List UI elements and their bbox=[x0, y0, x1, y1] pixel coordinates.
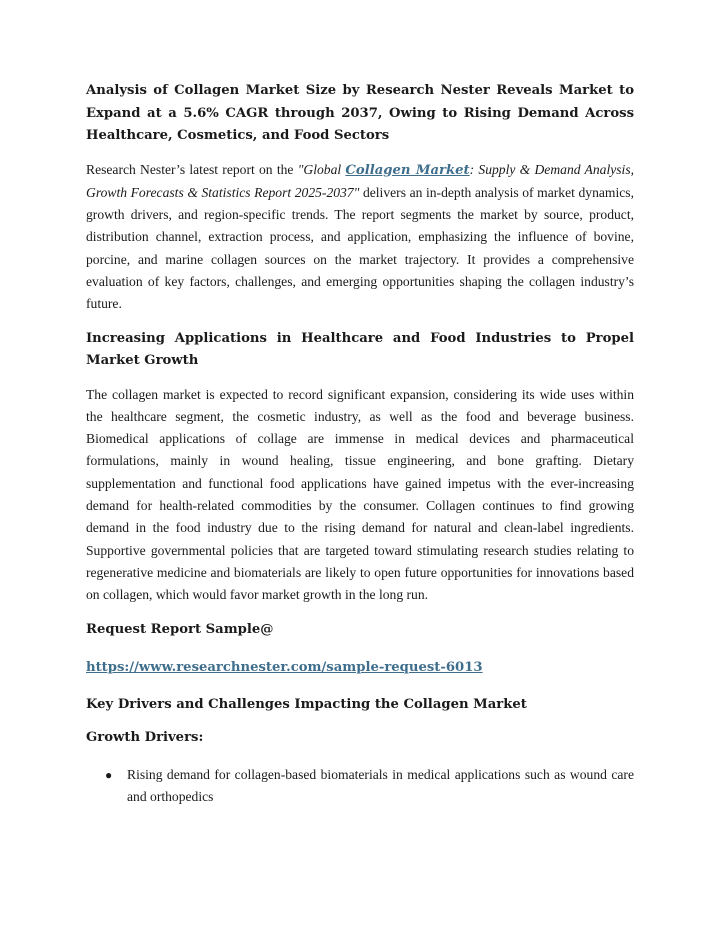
intro-paragraph bbox=[86, 159, 634, 316]
list-item bbox=[86, 764, 634, 809]
section-heading-drivers: Key Drivers and Challenges Impacting the Collagen Market bbox=[86, 696, 527, 712]
sample-request-link[interactable]: https://www.researchnester.com/sample-request-6013 bbox=[86, 659, 483, 675]
report-title-rest: : Supply & Demand Analysis, Growth Forecasts & Statistics Report 2025-2037" bbox=[86, 161, 635, 200]
report-title-open: "Global bbox=[297, 161, 346, 177]
request-sample-label: Request Report Sample@ bbox=[86, 621, 274, 637]
growth-drivers-list bbox=[86, 764, 634, 809]
list-item-text: Rising demand for collagen-based biomaterials in medical applications such as wound care and orthopedics bbox=[127, 767, 634, 805]
applications-paragraph: The collagen market is expected to record significant expansion, considering its wide uses within the healthcare segment, the cosmetic industry, as well as the food and beverage business. Biomedical applications of collage are immense in medical devices and pharmaceutical formulations, mainly in wound healing, tissue engineering, and bone grafting. Dietary supplementation and functional food applications have gained impetus with the ever-increasing demand for health-related commodities by the consumer. Collagen continues to find growing demand in the food industry due to the rising demand for natural and clean-label ingredients. Supportive governmental policies that are targeted toward stimulating research studies relating to regenerative medicine and biomaterials are likely to open future opportunities for innovations based on collagen, which would favor market growth in the long run. bbox=[86, 386, 634, 603]
bullet-icon: ● bbox=[105, 768, 113, 783]
intro-tail: delivers an in-depth analysis of market dynamics, growth drivers, and region-specific trends. The report segments the market by source, product, distribution channel, extraction process, and application, emphasizing the influence of bovine, porcine, and marine collagen sources on the market trajectory. It provides a comprehensive evaluation of key factors, challenges, and emerging opportunities shaping the collagen industry’s future. bbox=[86, 184, 634, 312]
collagen-market-link[interactable]: Collagen Market bbox=[345, 162, 470, 178]
intro-lead: Research Nester’s latest report on the bbox=[86, 161, 298, 177]
section-heading-applications: Increasing Applications in Healthcare and Food Industries to Propel Market Growth bbox=[86, 330, 634, 369]
growth-drivers-label: Growth Drivers: bbox=[86, 730, 204, 746]
document-title: Analysis of Collagen Market Size by Research Nester Reveals Market to Expand at a 5.6% CAGR through 2037, Owing to Rising Demand Across Healthcare, Cosmetics, and Food Sectors bbox=[86, 83, 634, 143]
